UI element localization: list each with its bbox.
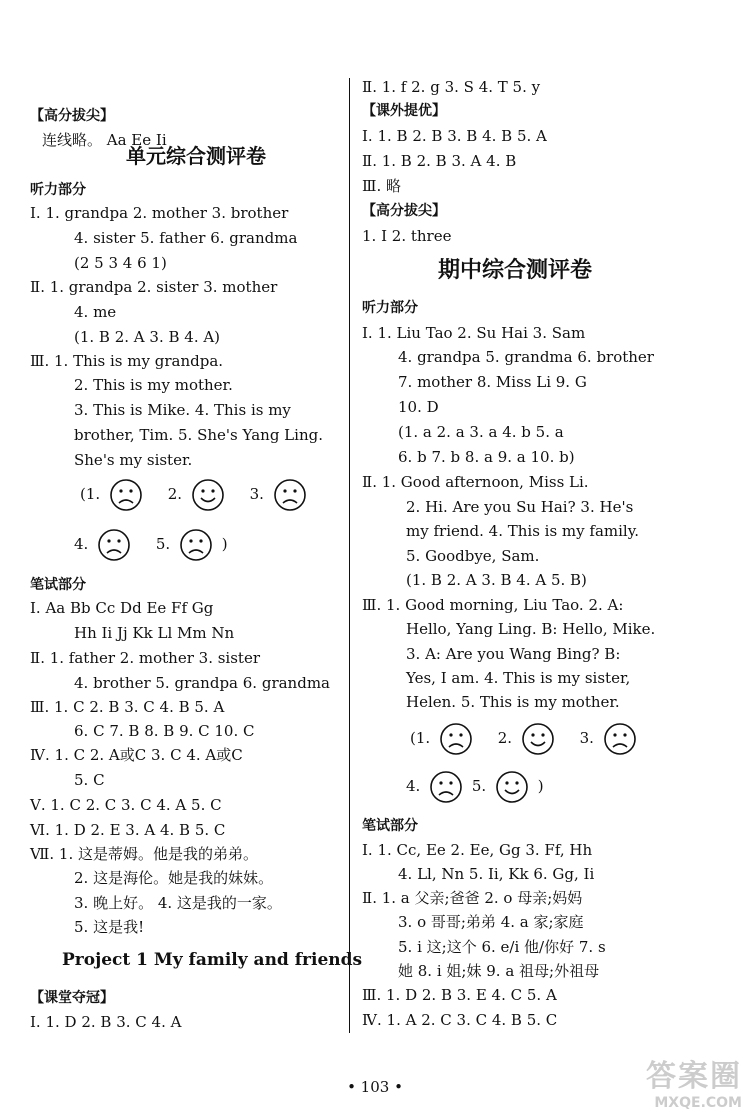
- face-label: 2.: [497, 729, 513, 747]
- column-divider: [349, 78, 350, 1033]
- answer-line: Helen. 5. This is my mother.: [406, 693, 620, 711]
- subsection-heading: 笔试部分: [30, 577, 86, 593]
- sad-face-icon: [429, 770, 463, 804]
- answer-line: Ⅶ. 1. 这是蒂姆。他是我的弟弟。: [30, 845, 258, 863]
- face-label: (1.: [410, 729, 431, 747]
- answer-line: 1. I 2. three: [362, 227, 452, 245]
- answer-line: 4. me: [74, 303, 117, 321]
- answer-line: Ⅰ. 1. B 2. B 3. B 4. B 5. A: [362, 127, 547, 145]
- answer-line: Ⅴ. 1. C 2. C 3. C 4. A 5. C: [30, 796, 222, 814]
- answer-line: Yes, I am. 4. This is my sister,: [406, 669, 631, 687]
- answer-line: Ⅱ. 1. B 2. B 3. A 4. B: [362, 152, 517, 170]
- project-title: Project 1 My family and friends: [62, 950, 363, 970]
- answer-line: Ⅰ. 1. grandpa 2. mother 3. brother: [30, 204, 289, 222]
- sad-face-icon: [97, 528, 131, 562]
- answer-line: Ⅰ. 1. Cc, Ee 2. Ee, Gg 3. Ff, Hh: [362, 841, 593, 859]
- answer-line: Ⅲ. 1. D 2. B 3. E 4. C 5. A: [362, 986, 557, 1004]
- answer-line: Ⅰ. 1. D 2. B 3. C 4. A: [30, 1013, 182, 1031]
- watermark-bottom: MXQE.COM: [654, 1095, 742, 1111]
- subsection-heading: 听力部分: [362, 300, 418, 316]
- answer-line: Ⅳ. 1. A 2. C 3. C 4. B 5. C: [362, 1011, 558, 1029]
- happy-face-icon: [495, 770, 529, 804]
- answer-line: Ⅵ. 1. D 2. E 3. A 4. B 5. C: [30, 821, 226, 839]
- answer-line: Ⅰ. 1. Liu Tao 2. Su Hai 3. Sam: [362, 324, 586, 342]
- face-label: 2.: [167, 485, 183, 503]
- answer-line: 连线略。 Aa Ee Ii: [42, 131, 167, 149]
- answer-line: She's my sister.: [74, 451, 193, 469]
- sad-face-icon: [179, 528, 213, 562]
- sad-face-icon: [273, 478, 307, 512]
- answer-line: Ⅲ. 1. C 2. B 3. C 4. B 5. A: [30, 698, 225, 716]
- face-answer-row: [410, 720, 641, 756]
- sad-face-icon: [439, 722, 473, 756]
- answer-line: 她 8. i 姐;妹 9. a 祖母;外祖母: [398, 962, 600, 980]
- answer-line: Hello, Yang Ling. B: Hello, Mike.: [406, 620, 656, 638]
- answer-line: Ⅱ. 1. f 2. g 3. S 4. T 5. y: [362, 78, 541, 96]
- watermark-top: 答案圈: [646, 1059, 742, 1094]
- answer-line: Ⅱ. 1. Good afternoon, Miss Li.: [362, 473, 589, 491]
- answer-line: 4. Ll, Nn 5. Ii, Kk 6. Gg, Ii: [398, 865, 595, 883]
- answer-line: Hh Ii Jj Kk Ll Mm Nn: [74, 624, 235, 642]
- answer-line: 2. 这是海伦。她是我的妹妹。: [74, 869, 274, 887]
- sad-face-icon: [603, 722, 637, 756]
- answer-line: (1. B 2. A 3. B 4. A 5. B): [406, 571, 587, 589]
- answer-line: 5. C: [74, 771, 105, 789]
- section-label: 【课外提优】: [362, 103, 446, 119]
- section-label: 【高分拔尖】: [362, 203, 446, 219]
- answer-line: 2. Hi. Are you Su Hai? 3. He's: [406, 498, 634, 516]
- page-number: • 103 •: [347, 1078, 403, 1096]
- answer-line: 4. grandpa 5. grandma 6. brother: [398, 348, 654, 366]
- sad-face-icon: [109, 478, 143, 512]
- section-title: 单元综合测评卷: [126, 144, 266, 168]
- answer-line: 4. brother 5. grandpa 6. grandma: [74, 674, 330, 692]
- face-answer-row: [406, 768, 544, 804]
- section-title: 期中综合测评卷: [438, 257, 593, 283]
- section-label: 【高分拔尖】: [30, 108, 114, 124]
- answer-line: 4. sister 5. father 6. grandma: [74, 229, 298, 247]
- subsection-heading: 听力部分: [30, 182, 86, 198]
- face-label: ): [537, 777, 544, 795]
- answer-line: Ⅲ. 1. Good morning, Liu Tao. 2. A:: [362, 596, 624, 614]
- answer-line: 6. b 7. b 8. a 9. a 10. b): [398, 448, 575, 466]
- face-label: ): [221, 535, 228, 553]
- answer-line: (1. a 2. a 3. a 4. b 5. a: [398, 423, 564, 441]
- answer-line: Ⅱ. 1. a 父亲;爸爸 2. o 母亲;妈妈: [362, 889, 583, 907]
- answer-line: 3. 晚上好。 4. 这是我的一家。: [74, 894, 282, 912]
- answer-line: Ⅱ. 1. grandpa 2. sister 3. mother: [30, 278, 278, 296]
- answer-line: 7. mother 8. Miss Li 9. G: [398, 373, 587, 391]
- answer-line: 5. i 这;这个 6. e/i 他/你好 7. s: [398, 938, 606, 956]
- answer-line: Ⅲ. 略: [362, 177, 402, 195]
- answer-line: 3. This is Mike. 4. This is my: [74, 401, 291, 419]
- face-label: 5.: [155, 535, 171, 553]
- happy-face-icon: [521, 722, 555, 756]
- face-label: 4.: [406, 777, 421, 795]
- answer-line: 6. C 7. B 8. B 9. C 10. C: [74, 722, 255, 740]
- answer-line: 10. D: [398, 398, 439, 416]
- answer-line: Ⅰ. Aa Bb Cc Dd Ee Ff Gg: [30, 599, 214, 617]
- answer-line: (2 5 3 4 6 1): [74, 254, 167, 272]
- answer-line: my friend. 4. This is my family.: [406, 522, 639, 540]
- section-label: 【课堂夺冠】: [30, 990, 114, 1006]
- face-answer-row: [74, 526, 228, 562]
- answer-line: 2. This is my mother.: [74, 376, 233, 394]
- subsection-heading: 笔试部分: [362, 818, 418, 834]
- watermark-logo: [646, 1051, 742, 1111]
- face-label: 4.: [74, 535, 89, 553]
- answer-line: Ⅳ. 1. C 2. A或C 3. C 4. A或C: [30, 746, 243, 764]
- face-label: 5.: [471, 777, 487, 795]
- answer-line: (1. B 2. A 3. B 4. A): [74, 328, 221, 346]
- answer-line: Ⅱ. 1. father 2. mother 3. sister: [30, 649, 260, 667]
- face-answer-row: [80, 476, 311, 512]
- answer-line: 3. A: Are you Wang Bing? B:: [406, 645, 621, 663]
- happy-face-icon: [191, 478, 225, 512]
- answer-line: 5. 这是我!: [74, 918, 145, 936]
- answer-line: Ⅲ. 1. This is my grandpa.: [30, 352, 224, 370]
- face-label: (1.: [80, 485, 101, 503]
- face-label: 3.: [249, 485, 264, 503]
- answer-line: 3. o 哥哥;弟弟 4. a 家;家庭: [398, 913, 584, 931]
- face-label: 3.: [579, 729, 594, 747]
- answer-line: brother, Tim. 5. She's Yang Ling.: [74, 426, 323, 444]
- answer-line: 5. Goodbye, Sam.: [406, 547, 540, 565]
